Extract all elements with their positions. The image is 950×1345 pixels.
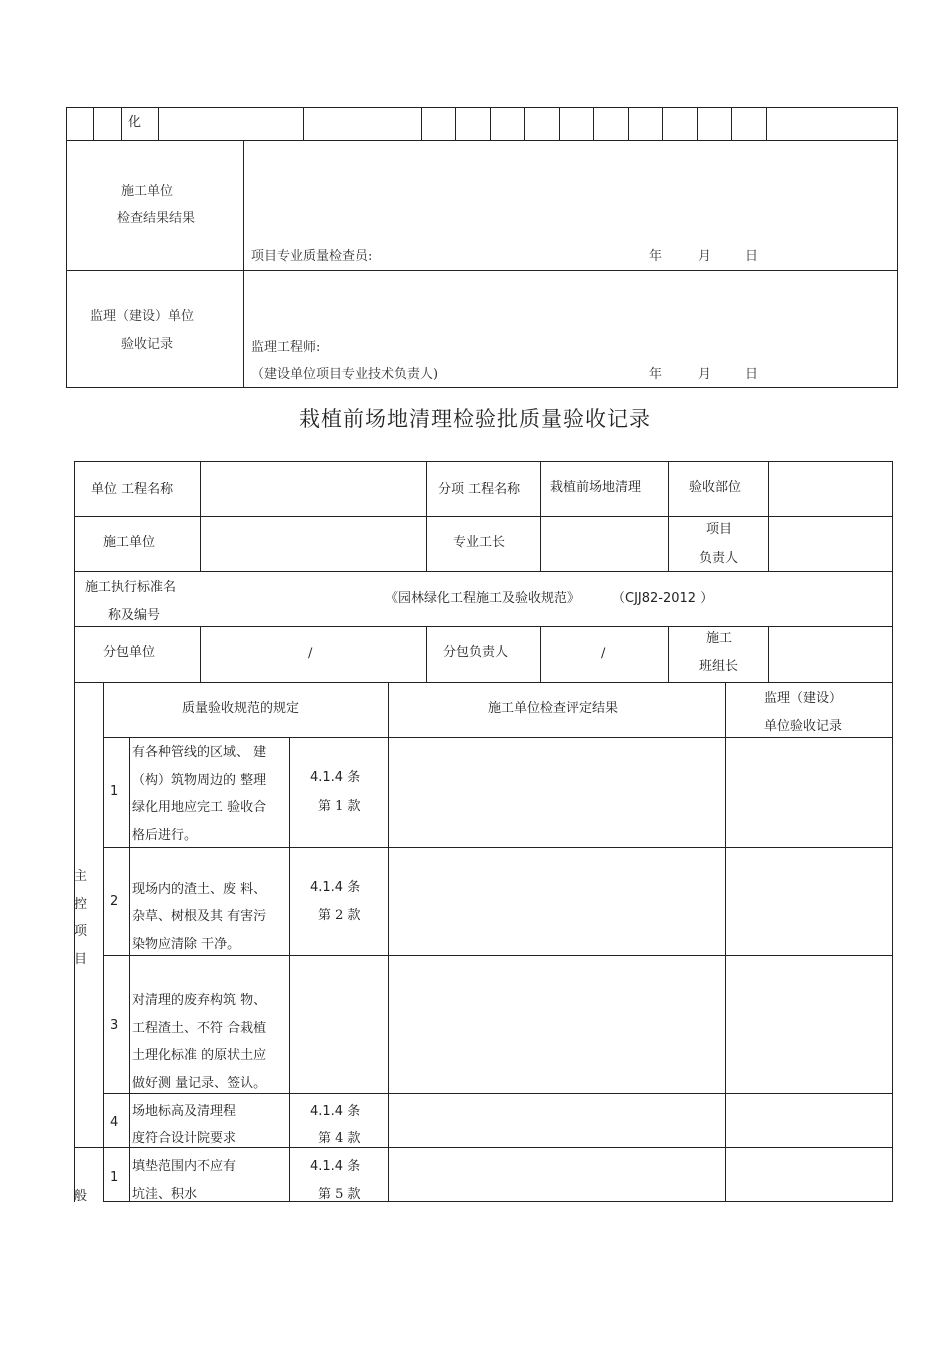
item-number: 1 [110, 784, 119, 799]
item-clause-sub: 第 4 款 [318, 1131, 361, 1146]
item-text-line: 杂草、树根及其 有害污 [132, 909, 267, 924]
main-group-char: 控 [74, 897, 88, 912]
standard-value: 《园林绿化工程施工及验收规范》 [385, 591, 581, 606]
subcontractor-label: 分包单位 [103, 645, 156, 660]
item-number: 1 [110, 1170, 119, 1185]
item-clause-sub: 第 1 款 [318, 799, 361, 814]
project-leader-label-2: 负责人 [699, 551, 739, 566]
item-text-line: 坑洼、积水 [132, 1187, 198, 1202]
construction-unit-label: 施工单位 [103, 535, 156, 550]
standard-label: 施工执行标准名 [85, 580, 177, 595]
spec-header: 质量验收规范的规定 [182, 701, 300, 716]
item-clause: 4.1.4 条 [310, 1104, 361, 1119]
item-clause-sub: 第 5 款 [318, 1187, 361, 1202]
supervision-header: 监理（建设） [764, 691, 843, 706]
subcontractor-value: / [308, 646, 313, 661]
item-text-line: 格后进行。 [132, 828, 198, 843]
page-title: 栽植前场地清理检验批质量验收记录 [299, 407, 651, 431]
supervision-header-2: 单位验收记录 [764, 719, 843, 734]
item-text-line: 工程渣土、不符 合栽植 [132, 1021, 267, 1036]
sub-leader-label: 分包负责人 [443, 645, 509, 660]
item-number: 4 [110, 1115, 119, 1130]
inspector-label: 项目专业质量检查员: [251, 249, 373, 264]
sub-project-name-value: 栽植前场地清理 [550, 480, 642, 495]
standard-label-2: 称及编号 [108, 608, 161, 623]
item-clause: 4.1.4 条 [310, 880, 361, 895]
standard-code: （CJJ82-2012 ） [612, 591, 714, 606]
main-group-char: 项 [74, 924, 88, 939]
team-leader-label-2: 班组长 [699, 659, 739, 674]
item-text-line: 绿化用地应完工 验收合 [132, 800, 267, 815]
engineer-label: 监理工程师: [251, 340, 321, 355]
item-clause: 4.1.4 条 [310, 1159, 361, 1174]
team-leader-label: 施工 [706, 631, 733, 646]
foreman-label: 专业工长 [453, 535, 506, 550]
sub-leader-value: / [601, 646, 606, 661]
item-text-line: 对清理的废弃构筑 物、 [132, 993, 267, 1008]
day-label-2: 日 [745, 367, 759, 382]
main-group-char: 主 [74, 869, 88, 884]
year-label: 年 [649, 249, 663, 264]
month-label-2: 月 [698, 367, 712, 382]
item-text-line: 填垫范围内不应有 [132, 1159, 237, 1174]
item-text-line: （构）筑物周边的 整理 [132, 773, 267, 788]
item-number: 2 [110, 894, 119, 909]
construction-result-label-2: 检查结果结果 [117, 211, 196, 226]
supervision-label: 监理（建设）单位 [90, 309, 195, 324]
day-label: 日 [745, 249, 759, 264]
item-text-line: 场地标高及清理程 [132, 1104, 237, 1119]
supervision-label-2: 验收记录 [121, 337, 174, 352]
item-clause: 4.1.4 条 [310, 770, 361, 785]
year-label-2: 年 [649, 367, 663, 382]
item-text-line: 度符合设计院要求 [132, 1131, 237, 1146]
item-text-line: 染物应清除 干净。 [132, 937, 241, 952]
item-text-line: 做好测 量记录、签认。 [132, 1076, 267, 1091]
month-label: 月 [698, 249, 712, 264]
general-group-label: 般 [74, 1189, 88, 1204]
item-number: 3 [110, 1018, 119, 1033]
unit-project-name-label: 单位 工程名称 [91, 482, 174, 497]
main-group-char: 目 [74, 952, 88, 967]
item-text-line: 土理化标准 的原状土应 [132, 1048, 267, 1063]
sub-project-name-label: 分项 工程名称 [438, 482, 521, 497]
item-text-line: 现场内的渣土、废 料、 [132, 882, 267, 897]
construction-result-label: 施工单位 [121, 184, 174, 199]
item-text-line: 有各种管线的区域、 建 [132, 745, 267, 760]
acceptance-part-label: 验收部位 [689, 480, 742, 495]
owner-label: （建设单位项目专业技术负责人) [251, 367, 439, 382]
item-clause-sub: 第 2 款 [318, 908, 361, 923]
check-result-header: 施工单位检查评定结果 [488, 701, 619, 716]
project-leader-label: 项目 [706, 522, 733, 537]
row1-cell-text: 化 [128, 115, 142, 130]
